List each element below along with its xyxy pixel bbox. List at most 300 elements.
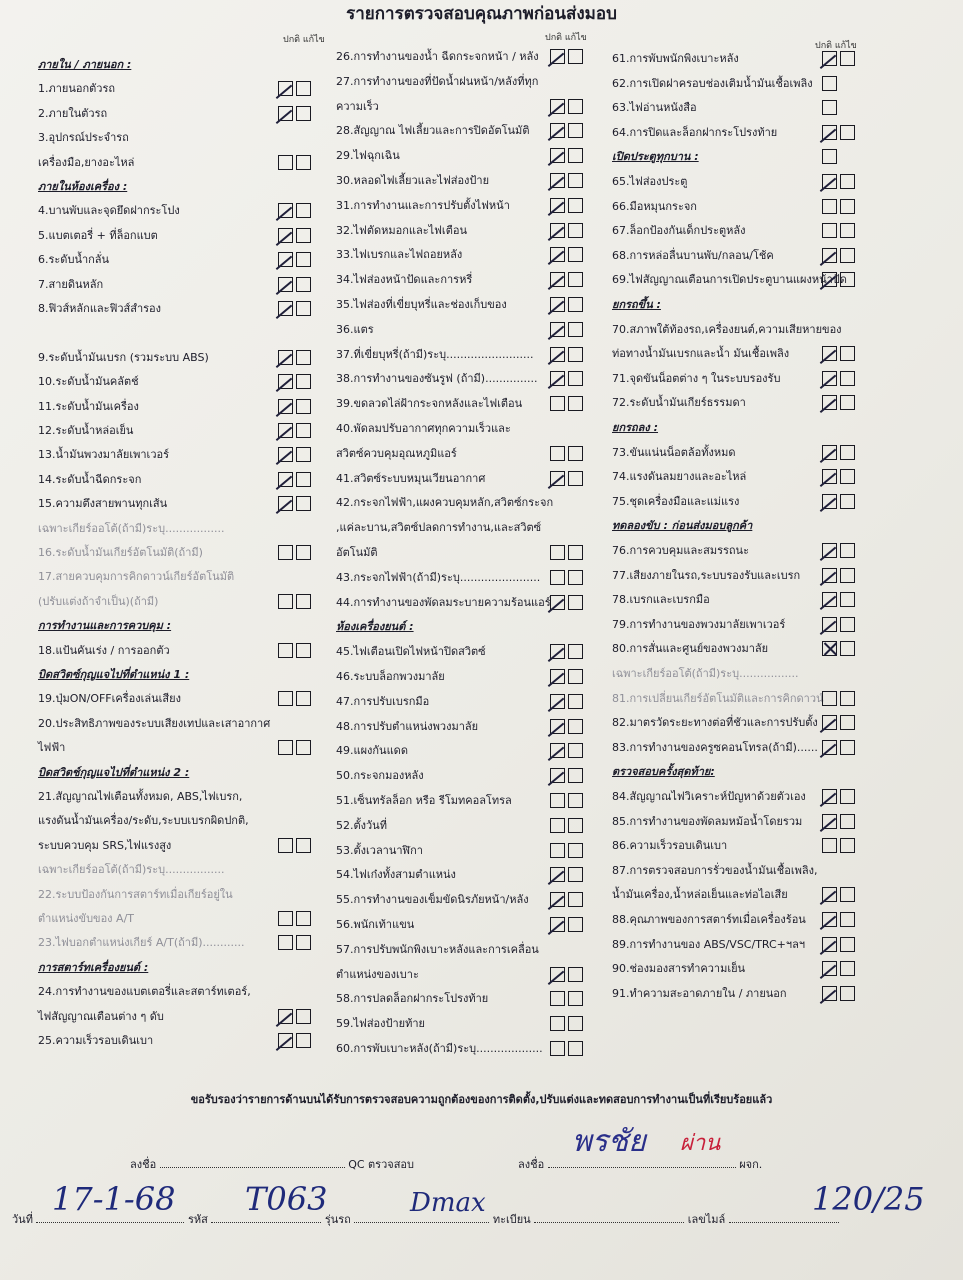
section-heading: ภายใน / ภายนอก : [38,58,132,71]
fix-checkbox[interactable] [296,155,311,170]
normal-checkbox[interactable] [278,203,293,218]
checklist-item-label: 87.การตรวจสอบการรั่วของน้ำมันเชื้อเพลิง, [612,863,818,877]
fix-checkbox[interactable] [296,301,311,316]
check-box-pair [278,838,311,853]
check-box-pair [278,545,311,560]
check-box-pair [550,570,583,585]
normal-checkbox[interactable] [278,1009,293,1024]
normal-checkbox[interactable] [822,641,837,656]
fix-checkbox[interactable] [840,789,855,804]
normal-checkbox[interactable] [550,396,565,411]
check-box-pair [822,76,837,91]
checklist-item-label: 70.สภาพใต้ท้องรถ,เครื่องยนต์,ความเสียหายของ [612,322,842,336]
check-box-pair [822,937,855,952]
normal-checkbox[interactable] [278,935,293,950]
checklist-item-label: 1.ภายนอกตัวรถ [38,82,116,96]
check-box-pair [278,228,311,243]
normal-checkbox[interactable] [278,252,293,267]
normal-checkbox[interactable] [550,768,565,783]
normal-checkbox[interactable] [550,892,565,907]
checklist-item-label: 42.กระจกไฟฟ้า,แผงควบคุมหลัก,สวิตซ์กระจก [336,496,554,510]
normal-checkbox[interactable] [822,223,837,238]
normal-checkbox[interactable] [278,228,293,243]
normal-checkbox[interactable] [822,814,837,829]
fix-checkbox[interactable] [296,106,311,121]
checklist-item-label: 61.การพับพนักพิงเบาะหลัง [612,52,739,65]
normal-checkbox[interactable] [550,471,565,486]
normal-checkbox[interactable] [550,793,565,808]
model-label: รุ่นรถ [324,1213,351,1226]
checklist-item-label: ความเร็ว [336,99,379,113]
normal-checkbox[interactable] [822,100,837,115]
fix-checkbox[interactable] [840,445,855,460]
check-box-pair [822,543,855,558]
check-box-pair [278,911,311,926]
check-box-pair [278,252,311,267]
checklist-item-label: 26.การทำงานของน้ำ ฉีดกระจกหน้า / หลัง [336,50,539,63]
check-box-pair [278,423,311,438]
check-box-pair [822,568,855,583]
fix-checkbox[interactable] [840,838,855,853]
check-box-pair [550,669,583,684]
fix-checkbox[interactable] [840,371,855,386]
check-box-pair [550,545,583,560]
fix-checkbox[interactable] [296,447,311,462]
check-box-pair [822,814,855,829]
fix-checkbox[interactable] [840,125,855,140]
normal-checkbox[interactable] [550,694,565,709]
fix-checkbox[interactable] [296,643,311,658]
normal-checkbox[interactable] [822,543,837,558]
checklist-item-label: 44.การทำงานของพัดลมระบายความร้อนแอร์ [336,595,551,609]
checklist-item-label: 18.แป้นคันเร่ง / การออกตัว [38,643,170,657]
code-label: รหัส [187,1213,208,1226]
checklist-item-label: 25.ความเร็วรอบเดินเบา [38,1034,154,1047]
normal-checkbox[interactable] [822,887,837,902]
page-title: รายการตรวจสอบคุณภาพก่อนส่งมอบ [346,4,617,24]
check-box-pair [550,694,583,709]
fix-checkbox[interactable] [568,843,583,858]
checklist-item-label: ท่อทางน้ำมันเบรกและน้ำ มันเชื้อเพลิง [612,347,790,361]
normal-checkbox[interactable] [822,248,837,263]
fix-checkbox[interactable] [568,1041,583,1056]
normal-checkbox[interactable] [278,155,293,170]
manager-signature: พรชัย [572,1124,646,1159]
fix-checkbox[interactable] [296,423,311,438]
normal-checkbox[interactable] [278,691,293,706]
normal-checkbox[interactable] [278,374,293,389]
check-box-pair [550,347,583,362]
fix-checkbox[interactable] [296,350,311,365]
normal-checkbox[interactable] [550,644,565,659]
checklist-item-label: 78.เบรกและเบรกมือ [612,593,710,607]
fix-checkbox[interactable] [568,471,583,486]
fix-checkbox[interactable] [840,174,855,189]
normal-checkbox[interactable] [550,991,565,1006]
check-box-pair [278,350,311,365]
normal-checkbox[interactable] [822,838,837,853]
normal-checkbox[interactable] [550,198,565,213]
normal-checkbox[interactable] [822,395,837,410]
normal-checkbox[interactable] [822,199,837,214]
fix-checkbox[interactable] [840,937,855,952]
fix-checkbox[interactable] [568,272,583,287]
check-box-pair [822,272,855,287]
fix-checkbox[interactable] [568,644,583,659]
checklist-item-label: 52.ตั้งวันที่ [336,818,387,832]
normal-checkbox[interactable] [550,446,565,461]
normal-checkbox[interactable] [822,371,837,386]
fix-checkbox[interactable] [296,374,311,389]
date-value: 17-1-68 [52,1180,176,1218]
normal-checkbox[interactable] [550,49,565,64]
normal-checkbox[interactable] [822,125,837,140]
checklist-item-label: 89.การทำงานของ ABS/VSC/TRC+ฯลฯ [612,937,805,951]
checklist-item-label: 51.เซ็นทรัลล็อก หรือ รีโมทคอลโทรล [336,794,512,807]
normal-checkbox[interactable] [550,719,565,734]
fix-checkbox[interactable] [296,1033,311,1048]
normal-checkbox[interactable] [278,301,293,316]
fix-checkbox[interactable] [840,199,855,214]
fix-checkbox[interactable] [568,371,583,386]
fix-checkbox[interactable] [840,543,855,558]
fix-checkbox[interactable] [840,223,855,238]
normal-checkbox[interactable] [278,81,293,96]
normal-checkbox[interactable] [550,917,565,932]
normal-checkbox[interactable] [278,1033,293,1048]
check-box-pair [822,691,855,706]
normal-checkbox[interactable] [822,986,837,1001]
checklist-item-label: 55.การทำงานของเข็มขัดนิรภัยหน้า/หลัง [336,893,529,907]
check-box-pair [278,106,311,121]
check-box-pair [550,272,583,287]
normal-checkbox[interactable] [550,371,565,386]
fix-checkbox[interactable] [840,51,855,66]
fix-checkbox[interactable] [568,173,583,188]
checklist-item-label: 11.ระดับน้ำมันเครื่อง [38,399,139,413]
fix-checkbox[interactable] [568,223,583,238]
normal-checkbox[interactable] [278,496,293,511]
normal-checkbox[interactable] [822,961,837,976]
normal-checkbox[interactable] [550,570,565,585]
fix-checkbox[interactable] [568,694,583,709]
checklist-item-label: 14.ระดับน้ำฉีดกระจก [38,472,142,486]
normal-checkbox[interactable] [550,843,565,858]
check-box-pair [550,198,583,213]
normal-checkbox[interactable] [550,669,565,684]
fix-checkbox[interactable] [840,715,855,730]
fix-checkbox[interactable] [296,277,311,292]
fix-checkbox[interactable] [568,545,583,560]
fix-checkbox[interactable] [568,99,583,114]
checklist-item-label: 79.การทำงานของพวงมาลัยเพาเวอร์ [612,617,786,631]
code-value: T063 [245,1180,328,1218]
fix-checkbox[interactable] [568,322,583,337]
check-box-pair [550,247,583,262]
check-box-pair [278,740,311,755]
date-label: วันที่ [12,1213,33,1226]
normal-checkbox[interactable] [550,818,565,833]
check-box-pair [278,301,311,316]
checklist-item-label: 38.การทำงานของซันรูฟ (ถ้ามี)............... [336,372,538,386]
normal-checkbox[interactable] [278,277,293,292]
fix-checkbox[interactable] [296,203,311,218]
checklist-item-label: 15.ความตึงสายพานทุกเส้น [38,497,168,511]
fix-checkbox[interactable] [840,568,855,583]
normal-checkbox[interactable] [278,838,293,853]
fix-checkbox[interactable] [840,691,855,706]
normal-checkbox[interactable] [822,51,837,66]
fix-checkbox[interactable] [568,123,583,138]
fix-checkbox[interactable] [568,743,583,758]
check-box-pair [550,99,583,114]
check-box-pair [550,793,583,808]
checklist-item-label: 72.ระดับน้ำมันเกียร์ธรรมดา [612,396,746,410]
check-box-pair [550,967,583,982]
fix-checkbox[interactable] [840,961,855,976]
checklist-item-label: 74.แรงดันลมยางและอะไหล่ [612,470,747,484]
col-header-2: ปกติ แก้ไข [545,33,587,43]
normal-checkbox[interactable] [822,568,837,583]
normal-checkbox[interactable] [550,99,565,114]
checklist-item-label: เฉพาะเกียร์ออโต้(ถ้ามี)ระบุ................. [612,667,799,680]
fix-checkbox[interactable] [568,49,583,64]
check-box-pair [822,592,855,607]
section-heading: ห้องเครื่องยนต์ : [336,620,414,634]
check-box-pair [550,1041,583,1056]
normal-checkbox[interactable] [278,399,293,414]
fix-checkbox[interactable] [840,740,855,755]
normal-checkbox[interactable] [822,76,837,91]
fix-checkbox[interactable] [840,248,855,263]
fix-checkbox[interactable] [568,793,583,808]
fix-checkbox[interactable] [568,892,583,907]
fix-checkbox[interactable] [568,669,583,684]
normal-checkbox[interactable] [278,740,293,755]
checklist-item-label: 43.กระจกไฟฟ้า(ถ้ามี)ระบุ....................... [336,570,541,584]
fix-checkbox[interactable] [840,641,855,656]
fix-checkbox[interactable] [296,1009,311,1024]
check-box-pair [550,644,583,659]
normal-checkbox[interactable] [278,423,293,438]
fix-checkbox[interactable] [296,911,311,926]
normal-checkbox[interactable] [550,967,565,982]
fix-checkbox[interactable] [568,991,583,1006]
checklist-item-label: 66.มือหมุนกระจก [612,199,697,213]
checklist-item-label: 23.ไฟบอกตำแหน่งเกียร์ A/T(ถ้ามี)............ [38,936,245,950]
normal-checkbox[interactable] [822,740,837,755]
check-box-pair [822,469,855,484]
checklist-item-label: เฉพาะเกียร์ออโต้(ถ้ามี)ระบุ................. [38,863,225,877]
check-box-pair [822,740,855,755]
normal-checkbox[interactable] [550,347,565,362]
checklist-item-label: 32.ไฟตัดหมอกและไฟเตือน [336,223,467,237]
check-box-pair [550,396,583,411]
normal-checkbox[interactable] [550,123,565,138]
checklist-item-label: 37.ที่เขี่ยบุหรี่(ถ้ามี)ระบุ......................... [336,347,534,361]
fix-checkbox[interactable] [840,395,855,410]
checklist-item-label: ตำแหน่งของเบาะ [336,967,419,981]
section-heading: ตรวจสอบครั้งสุดท้าย: [612,765,715,779]
normal-checkbox[interactable] [822,912,837,927]
checklist-item-label: 27.การทำงานของที่ปัดน้ำฝนหน้า/หลังที่ทุก [336,74,539,88]
fix-checkbox[interactable] [296,496,311,511]
fix-checkbox[interactable] [840,617,855,632]
checklist-item-label: 40.พัดลมปรับอากาศทุกความเร็วและ [336,422,511,435]
fix-checkbox[interactable] [840,272,855,287]
fix-checkbox[interactable] [840,592,855,607]
normal-checkbox[interactable] [822,149,837,164]
registration-label: ทะเบียน [492,1213,531,1226]
fix-checkbox[interactable] [296,594,311,609]
checklist-item-label: 91.ทำความสะอาดภายใน / ภายนอก [612,986,787,1000]
normal-checkbox[interactable] [550,743,565,758]
check-box-pair [822,223,855,238]
checklist-item-label: 86.ความเร็วรอบเดินเบา [612,839,728,853]
check-box-pair [278,1033,311,1048]
check-box-pair [278,1009,311,1024]
checklist-item-label: 6.ระดับน้ำกลั่น [38,253,110,267]
normal-checkbox[interactable] [822,346,837,361]
checklist-item-label: 20.ประสิทธิภาพของระบบเสียงเทปและเสาอากาศ [38,716,271,730]
normal-checkbox[interactable] [550,223,565,238]
fix-checkbox[interactable] [568,917,583,932]
normal-checkbox[interactable] [550,272,565,287]
checklist-item-label: 19.ปุ่มON/OFFเครื่องเล่นเสียง [38,692,181,706]
checklist-item-label: 17.สายควบคุมการคิกดาวน์เกียร์อัตโนมัติ [38,570,235,584]
mileage-label: เลขไมล์ [687,1213,726,1226]
fix-checkbox[interactable] [296,472,311,487]
checklist-item-label: 48.การปรับตำแหน่งพวงมาลัย [336,719,479,733]
normal-checkbox[interactable] [278,911,293,926]
section-heading: การทำงานและการควบคุม : [38,619,172,633]
checklist-item-label: 2.ภายในตัวรถ [38,106,108,120]
fix-checkbox[interactable] [296,228,311,243]
fix-checkbox[interactable] [568,595,583,610]
fix-checkbox[interactable] [568,297,583,312]
normal-checkbox[interactable] [278,643,293,658]
checklist-item-label: 21.สัญญาณไฟเตือนทั้งหมด, ABS,ไฟเบรก, [38,790,243,803]
normal-checkbox[interactable] [278,594,293,609]
fix-checkbox[interactable] [296,81,311,96]
qc-signature-line [130,1155,414,1173]
normal-checkbox[interactable] [278,350,293,365]
fix-checkbox[interactable] [296,252,311,267]
section-heading: ทดลองขับ : ก่อนส่งมอบลูกค้า [612,519,753,533]
normal-checkbox[interactable] [822,494,837,509]
check-box-pair [550,148,583,163]
fix-checkbox[interactable] [568,446,583,461]
checklist-item-label: 73.ขันแน่นน็อตล้อทั้งหมด [612,445,736,459]
fix-checkbox[interactable] [296,691,311,706]
checklist-item-label: 59.ไฟส่องป้ายท้าย [336,1017,425,1031]
check-box-pair [822,715,855,730]
normal-checkbox[interactable] [550,545,565,560]
check-box-pair [278,399,311,414]
checklist-item-label: 54.ไฟเก๋งทั้งสามตำแหน่ง [336,868,456,882]
check-box-pair [822,125,855,140]
fix-checkbox[interactable] [568,570,583,585]
checklist-item-label: 46.ระบบล็อกพวงมาลัย [336,670,445,683]
checklist-item-label: 24.การทำงานของแบตเตอรี่และสตาร์ทเตอร์, [38,985,251,999]
normal-checkbox[interactable] [822,789,837,804]
fix-checkbox[interactable] [568,1016,583,1031]
checklist-item-label: 82.มาตรวัดระยะทางต่อที่ชัวและการปรับตั้ง [612,716,818,730]
normal-checkbox[interactable] [550,1016,565,1031]
normal-checkbox[interactable] [550,867,565,882]
checklist-item-label: 31.การทำงานและการปรับตั้งไฟหน้า [336,198,510,212]
fix-checkbox[interactable] [296,935,311,950]
check-box-pair [550,297,583,312]
fix-checkbox[interactable] [568,818,583,833]
fix-checkbox[interactable] [296,740,311,755]
normal-checkbox[interactable] [550,595,565,610]
fix-checkbox[interactable] [568,148,583,163]
normal-checkbox[interactable] [550,247,565,262]
fix-checkbox[interactable] [840,887,855,902]
normal-checkbox[interactable] [822,691,837,706]
fix-checkbox[interactable] [840,814,855,829]
normal-checkbox[interactable] [822,174,837,189]
fix-checkbox[interactable] [840,469,855,484]
fix-checkbox[interactable] [568,768,583,783]
normal-checkbox[interactable] [550,297,565,312]
normal-checkbox[interactable] [822,445,837,460]
normal-checkbox[interactable] [550,148,565,163]
fix-checkbox[interactable] [568,347,583,362]
normal-checkbox[interactable] [822,617,837,632]
normal-checkbox[interactable] [822,937,837,952]
checklist-item-label: 12.ระดับน้ำหล่อเย็น [38,424,134,437]
normal-checkbox[interactable] [278,545,293,560]
normal-checkbox[interactable] [822,592,837,607]
fix-checkbox[interactable] [840,346,855,361]
checklist-item-label: 88.คุณภาพของการสตาร์ทเมื่อเครื่องร้อน [612,913,806,926]
normal-checkbox[interactable] [550,322,565,337]
checklist-item-label: 75.ชุดเครื่องมือและแม่แรง [612,494,740,508]
fix-checkbox[interactable] [296,399,311,414]
fix-checkbox[interactable] [568,719,583,734]
checklist-item-label: เครื่องมือ,ยางอะไหล่ [38,155,135,169]
fix-checkbox[interactable] [296,838,311,853]
checklist-item-label: 8.ฟิวส์หลักและฟิวส์สำรอง [38,302,162,315]
check-box-pair [278,81,311,96]
fix-checkbox[interactable] [568,396,583,411]
normal-checkbox[interactable] [822,272,837,287]
fix-checkbox[interactable] [840,912,855,927]
checklist-item-label: 35.ไฟส่องที่เขี่ยบุหรี่และช่องเก็บของ [336,298,507,311]
checklist-item-label: 76.การควบคุมและสมรรถนะ [612,544,749,557]
fix-checkbox[interactable] [840,494,855,509]
fix-checkbox[interactable] [568,967,583,982]
normal-checkbox[interactable] [822,715,837,730]
normal-checkbox[interactable] [550,173,565,188]
fix-checkbox[interactable] [568,198,583,213]
normal-checkbox[interactable] [278,106,293,121]
normal-checkbox[interactable] [550,1041,565,1056]
check-box-pair [822,961,855,976]
fix-checkbox[interactable] [568,247,583,262]
fix-checkbox[interactable] [568,867,583,882]
normal-checkbox[interactable] [278,472,293,487]
fix-checkbox[interactable] [840,986,855,1001]
checklist-item-label: 39.ขดลวดไล่ฝ้ากระจกหลังและไฟเตือน [336,397,523,411]
normal-checkbox[interactable] [822,469,837,484]
checklist-item-label: 29.ไฟฉุกเฉิน [336,149,400,163]
normal-checkbox[interactable] [278,447,293,462]
fix-checkbox[interactable] [296,545,311,560]
checklist-item-label: ,แค่ละบาน,สวิตซ์ปลดการทำงาน,และสวิตซ์ [336,521,542,535]
